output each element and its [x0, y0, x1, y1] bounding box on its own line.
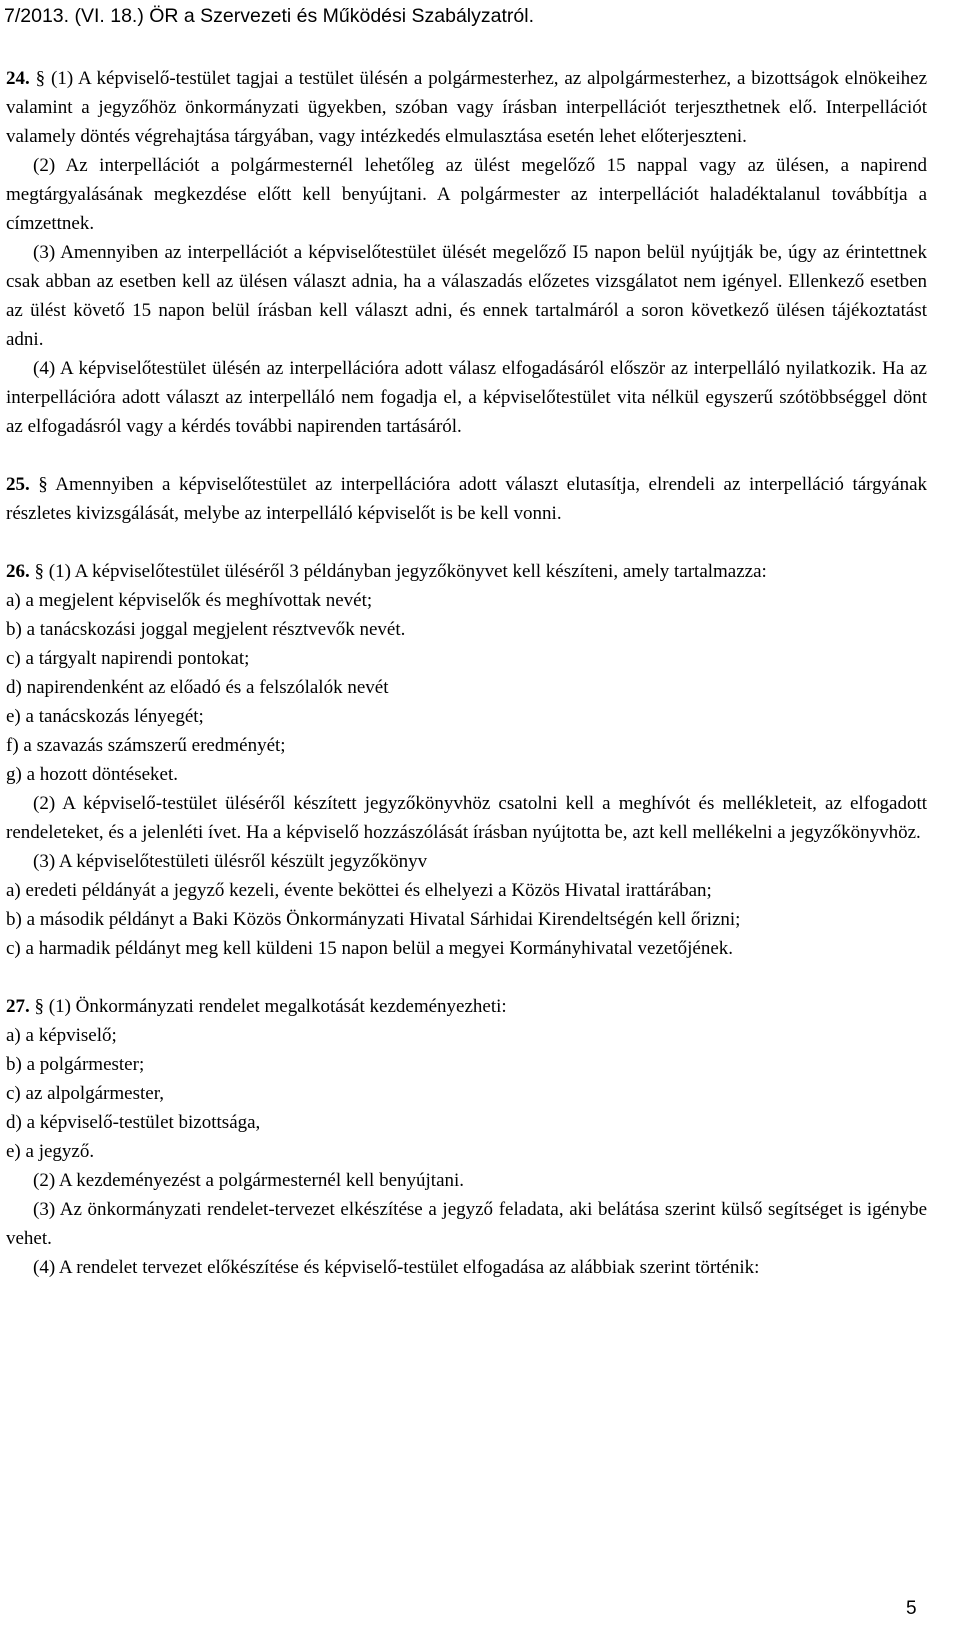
section-number: 26.	[6, 561, 30, 582]
section-26-paragraph-2: (2) A képviselő-testület üléséről készített jegyzőkönyvhöz csatolni kell a meghívót és mellékleteit, az elfogadott rendeleteket, és a jelenléti ívet. Ha a képviselő hozzászólását írásban nyújtotta be, azt kell mellékelni a jegyzőkönyvhöz.	[6, 793, 927, 843]
section-24-paragraph-1	[6, 64, 927, 151]
list-item: a) a képviselő;	[6, 1025, 117, 1046]
paragraph-text: (1) Önkormányzati rendelet megalkotását kezdeményezheti:	[48, 996, 507, 1017]
list-item: a) eredeti példányát a jegyző kezeli, évente beköttei és elhelyezi a Közös Hivatal irattárában;	[6, 880, 712, 901]
list-item: f) a szavazás számszerű eredményét;	[6, 735, 286, 756]
list-item: b) a polgármester;	[6, 1054, 145, 1075]
section-number: 25.	[6, 474, 30, 495]
paragraph-symbol: §	[34, 561, 44, 582]
section-25-paragraph-1	[6, 470, 927, 528]
section-24-paragraph-2: (2) Az interpellációt a polgármesternél lehetőleg az ülést megelőző 15 nappal vagy az ülésen, a napirend megtárgyalásának megkezdése előtt kell benyújtani. A polgármester az interpellációt haladéktalanul továbbítja a címzettnek.	[6, 155, 927, 234]
paragraph-symbol: §	[35, 68, 46, 89]
section-24-paragraph-3: (3) Amennyiben az interpellációt a képviselőtestület ülését megelőző I5 napon belül nyújtják be, úgy az érintettnek csak abban az esetben kell az ülésen választ adnia, ha a válaszadás előzetes vizsgálatot nem igényel. Ellenkező esetben az ülést követő 15 napon belül írásban kell választ adni, és ennek tartalmáról a soron következő ülésen tájékoztatást adni.	[6, 242, 927, 350]
page-header: 7/2013. (VI. 18.) ÖR a Szervezeti és Működési Szabályzatról.	[4, 5, 534, 27]
list-item: c) a harmadik példányt meg kell küldeni 15 napon belül a megyei Kormányhivatal vezetőjének.	[6, 938, 734, 959]
paragraph-symbol: §	[38, 474, 48, 495]
section-27-paragraph-4: (4) A rendelet tervezet előkészítése és képviselő-testület elfogadása az alábbiak szerint történik:	[33, 1257, 760, 1278]
list-item: d) napirendenként az előadó és a felszólalók nevét	[6, 677, 389, 698]
list-item: d) a képviselő-testület bizottsága,	[6, 1112, 261, 1133]
list-item: b) a tanácskozási joggal megjelent résztvevők nevét.	[6, 619, 406, 640]
section-27-paragraph-1	[6, 992, 927, 1021]
list-item: c) az alpolgármester,	[6, 1083, 165, 1104]
paragraph-text: (1) A képviselőtestület üléséről 3 példányban jegyzőkönyvet kell készíteni, amely tartalmazza:	[48, 561, 767, 582]
document-body	[6, 64, 927, 1282]
section-24-paragraph-4: (4) A képviselőtestület ülésén az interpellációra adott válasz elfogadásáról először az interpelláló nyilatkozik. Ha az interpellációra adott választ az interpelláló nem fogadja el, a képviselőtestület vita nélkül egyszerű szótöbbséggel dönt az elfogadásról vagy a kérdés további napirenden tartásáról.	[6, 358, 927, 437]
section-number: 27.	[6, 996, 30, 1017]
list-item: c) a tárgyalt napirendi pontokat;	[6, 648, 250, 669]
section-26-paragraph-3: (3) A képviselőtestületi ülésről készült jegyzőkönyv	[33, 851, 428, 872]
section-27-paragraph-2: (2) A kezdeményezést a polgármesternél kell benyújtani.	[33, 1170, 465, 1191]
section-27-paragraph-3: (3) Az önkormányzati rendelet-tervezet elkészítése a jegyző feladata, aki belátása szerint külső segítséget is igénybe vehet.	[6, 1199, 927, 1249]
list-item: b) a második példányt a Baki Közös Önkormányzati Hivatal Sárhidai Kirendeltségén kell őrizni;	[6, 909, 741, 930]
paragraph-text: (1) A képviselő-testület tagjai a testület ülésén a polgármesterhez, az alpolgármesterhez, a bizottságok elnökeihez valamint a jegyzőhöz önkormányzati ügyekben, szóban vagy írásban interpellációt terjeszthetnek elő. Interpellációt valamely döntés végrehajtása tárgyában, vagy intézkedés elmulasztása esetén lehet előterjeszteni.	[6, 68, 928, 147]
section-26-paragraph-1	[6, 557, 927, 586]
page-number: 5	[906, 1598, 917, 1619]
section-number: 24.	[6, 68, 30, 89]
paragraph-text: Amennyiben a képviselőtestület az interpellációra adott választ elutasítja, elrendeli az interpelláció tárgyának részletes kivizsgálását, melybe az interpelláló képviselőt is be kell vonni.	[6, 474, 928, 524]
paragraph-symbol: §	[34, 996, 44, 1017]
list-item: e) a tanácskozás lényegét;	[6, 706, 204, 727]
list-item: g) a hozott döntéseket.	[6, 764, 179, 785]
list-item: e) a jegyző.	[6, 1141, 95, 1162]
list-item: a) a megjelent képviselők és meghívottak nevét;	[6, 590, 373, 611]
